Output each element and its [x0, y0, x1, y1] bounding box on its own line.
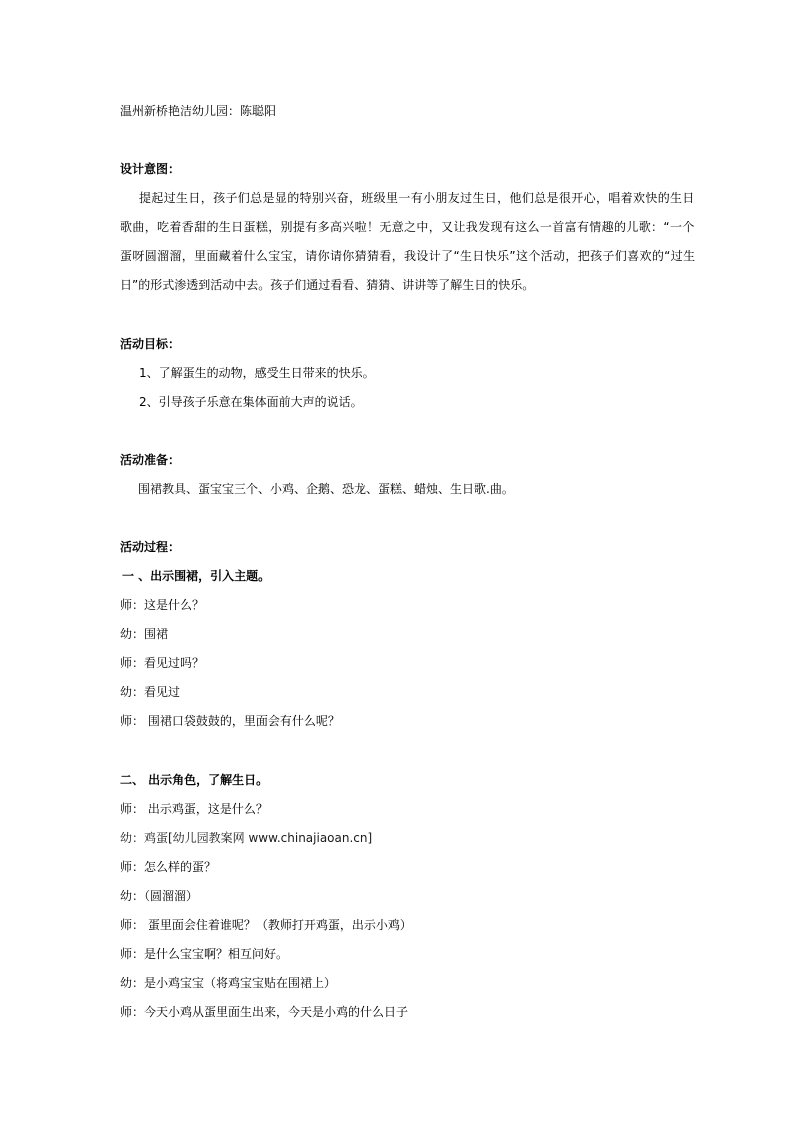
dialogue-line: 幼：围裙 — [120, 627, 169, 641]
dialogue-line: 师： 蛋里面会住着谁呢？（教师打开鸡蛋，出示小鸡） — [120, 918, 412, 932]
design-paragraph-line: 日”的形式渗透到活动中去。孩子们通过看看、猜猜、讲讲等了解生日的快乐。 — [120, 278, 535, 292]
process-heading: 活动过程： — [120, 540, 181, 554]
dialogue-line: 师：看见过吗？ — [120, 656, 205, 670]
dialogue-line: 幼：是小鸡宝宝（将鸡宝宝贴在围裙上） — [120, 976, 337, 990]
dialogue-line: 师： 出示鸡蛋，这是什么？ — [120, 802, 268, 816]
design-heading: 设计意图： — [120, 162, 181, 176]
goal-item: 2、引导孩子乐意在集体面前大声的说话。 — [139, 395, 363, 409]
design-paragraph-line: 歌曲，吃着香甜的生日蛋糕，别提有多高兴啦！无意之中，又让我发现有这么一首富有情趣的儿歌：“一个 — [120, 220, 695, 234]
goal-item: 1、了解蛋生的动物，感受生日带来的快乐。 — [139, 366, 375, 380]
design-paragraph-line: 提起过生日，孩子们总是显的特别兴奋，班级里一有小朋友过生日，他们总是很开心，唱着欢快的生日 — [139, 191, 695, 205]
dialogue-line-with-link: 幼：鸡蛋[幼儿园教案网 www.chinajiaoan.cn] — [120, 831, 373, 845]
design-paragraph-line: 蛋呀圆溜溜，里面藏着什么宝宝，请你请你猜猜看，我设计了“生日快乐”这个活动，把孩子们喜欢的“过生 — [120, 249, 696, 263]
part1-title: 一 、出示围裙，引入主题。 — [122, 569, 271, 583]
prep-heading: 活动准备： — [120, 453, 181, 467]
dialogue-line: 幼：看见过 — [120, 685, 181, 699]
dialogue-line: 幼：（圆溜溜） — [120, 889, 199, 903]
goals-heading: 活动目标： — [120, 337, 181, 351]
dialogue-line: 师：这是什么？ — [120, 598, 205, 612]
dialogue-line: 师：怎么样的蛋？ — [120, 860, 217, 874]
dialogue-line: 师： 围裙口袋鼓鼓的，里面会有什么呢？ — [120, 714, 340, 728]
dialogue-line: 师：是什么宝宝啊？相互问好。 — [120, 947, 289, 961]
part2-title: 二、 出示角色，了解生日。 — [120, 773, 269, 787]
author-line: 温州新桥艳洁幼儿园：陈聪阳 — [120, 104, 277, 118]
prep-text: 围裙教具、蛋宝宝三个、小鸡、企鹅、恐龙、蛋糕、蜡烛、生日歌.曲。 — [138, 482, 514, 496]
dialogue-line: 师：今天小鸡从蛋里面生出来，今天是小鸡的什么日子 — [120, 1005, 409, 1019]
